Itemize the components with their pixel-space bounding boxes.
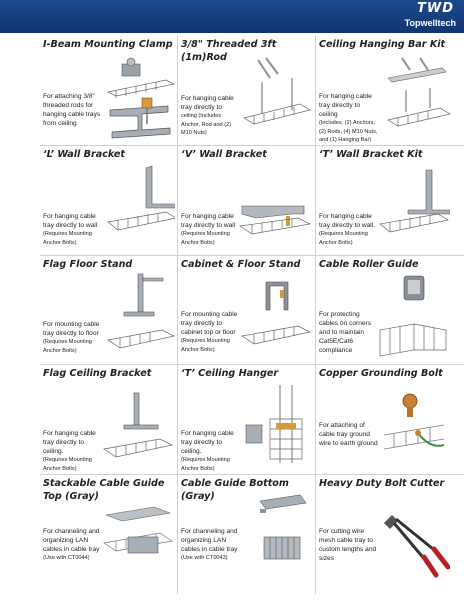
product-description — [319, 212, 379, 247]
product-title: ‘T’ Ceiling Hanger — [181, 368, 279, 379]
product-note: ceiling (Includes Anchor, Rod and (2) M10 Nuts) — [181, 113, 232, 136]
header-bar — [0, 0, 464, 33]
product-desc-text: For hanging cable tray directly to wall — [181, 213, 236, 229]
product-description — [43, 212, 103, 247]
product-title: Copper Grounding Bolt — [319, 368, 443, 379]
product-desc-text: For hanging cable tray directly to wall. — [319, 213, 376, 229]
product-desc-text: For mounting cable tray directly to floor — [43, 321, 100, 337]
product-card — [40, 256, 175, 364]
product-card — [40, 475, 175, 583]
product-title: Cable Guide Bottom (Gray) — [181, 478, 289, 502]
product-note: (Requires Mounting Anchor Bolts) — [43, 339, 92, 354]
product-title: 3/8" Threaded 3ft (1m)Rod — [181, 39, 277, 63]
product-title: Cabinet & Floor Stand — [181, 259, 301, 270]
cable-roller-guide-image — [378, 270, 450, 362]
brand-mark: TWD — [417, 1, 454, 16]
product-desc-text: For hanging cable tray directly to — [181, 95, 234, 111]
stackable-cable-guide-top-image — [102, 503, 174, 583]
product-note: (Requires Mounting Anchor Bolts) — [319, 231, 368, 246]
product-note: (Use with CT0044) — [43, 555, 90, 561]
product-description — [181, 429, 241, 473]
product-card — [178, 365, 313, 473]
product-description — [43, 527, 103, 563]
product-card — [178, 256, 313, 364]
copper-grounding-bolt-image — [378, 379, 450, 471]
t-wall-bracket-image — [378, 164, 450, 252]
product-description — [319, 421, 379, 448]
product-description — [43, 92, 103, 128]
product-description — [181, 212, 241, 247]
product-title: Cable Roller Guide — [319, 259, 419, 270]
product-desc-text: For channeling and organizing LAN cables in cable tray — [181, 528, 238, 553]
t-ceiling-hanger-image — [240, 379, 312, 471]
product-title: I-Beam Mounting Clamp — [43, 39, 173, 50]
product-card — [178, 146, 313, 254]
product-description — [319, 92, 379, 144]
product-note: (Requires Mounting Anchor Bolts) — [43, 231, 92, 246]
product-desc-text: For cutting wire mesh cable tray to custom lengths and sizes — [319, 528, 377, 562]
product-description — [319, 527, 379, 563]
threaded-rod-image — [240, 52, 312, 142]
brand-logo — [402, 1, 458, 31]
product-title: Stackable Cable Guide Top (Gray) — [43, 478, 165, 502]
l-wall-bracket-image — [106, 164, 175, 252]
product-desc-text: For hanging cable tray directly to ceiling. — [43, 430, 96, 455]
product-title: Flag Ceiling Bracket — [43, 368, 152, 379]
product-card — [178, 475, 313, 583]
product-desc-text: For attaching 3/8" threaded rods for hanging cable trays from ceiling — [43, 93, 101, 127]
product-card — [316, 365, 451, 473]
product-desc-text: For hanging cable tray directly to ceiling — [319, 93, 372, 118]
product-card — [316, 36, 451, 144]
product-note: (Requires Mounting Anchor Bolts) — [181, 231, 230, 246]
product-description — [181, 94, 241, 138]
product-desc-text: For hanging cable tray directly to wall — [43, 213, 98, 229]
product-card — [40, 146, 175, 254]
product-description — [43, 429, 103, 473]
flag-ceiling-bracket-image — [102, 379, 174, 471]
product-title: Ceiling Hanging Bar Kit — [319, 39, 446, 50]
product-note: (Requires Mounting Anchor Bolts) — [181, 338, 230, 353]
product-title: ‘L’ Wall Bracket — [43, 149, 126, 160]
bolt-cutter-image — [378, 491, 450, 583]
product-desc-text: For hanging cable tray directly to ceiling. — [181, 430, 234, 455]
product-card — [40, 36, 175, 144]
product-description — [181, 310, 241, 354]
product-note: (Use with CT0043) — [181, 555, 228, 561]
product-card — [316, 146, 451, 254]
product-card — [316, 475, 451, 583]
product-title: Flag Floor Stand — [43, 259, 133, 270]
product-card — [40, 365, 175, 473]
hanging-bar-kit-image — [382, 50, 451, 142]
product-title: Heavy Duty Bolt Cutter — [319, 478, 445, 489]
flag-floor-stand-image — [106, 270, 175, 362]
product-desc-text: For channeling and organizing LAN cables in cable tray — [43, 528, 100, 553]
cable-guide-bottom-image — [240, 491, 312, 583]
product-note: (Requires Mounting Anchor Bolts) — [43, 457, 92, 472]
i-beam-clamp-image — [106, 50, 175, 142]
product-note: (Includes: (2) Anchors, (2) Rods, (4) M10 Nuts, and (1) Hanging Bar) — [319, 120, 378, 143]
product-note: (Requires Mounting Anchor Bolts) — [181, 457, 230, 472]
product-desc-text: For attaching of cable tray ground wire to earth ground — [319, 422, 378, 447]
v-wall-bracket-image — [238, 166, 312, 252]
product-description — [319, 310, 379, 355]
product-desc-text: For mounting cable tray directly to cabinet top or floor — [181, 311, 238, 336]
product-description — [43, 320, 103, 355]
product-title: ‘T’ Wall Bracket Kit — [319, 149, 423, 160]
product-title: ‘V’ Wall Bracket — [181, 149, 267, 160]
cabinet-floor-stand-image — [240, 270, 312, 362]
product-desc-text: For protecting cables on corners and to maintain Cat5E/Cat6 compliance — [319, 311, 372, 354]
product-card — [316, 256, 451, 364]
product-card — [178, 36, 313, 144]
brand-name: Topwelltech — [404, 18, 456, 28]
product-description — [181, 527, 241, 563]
